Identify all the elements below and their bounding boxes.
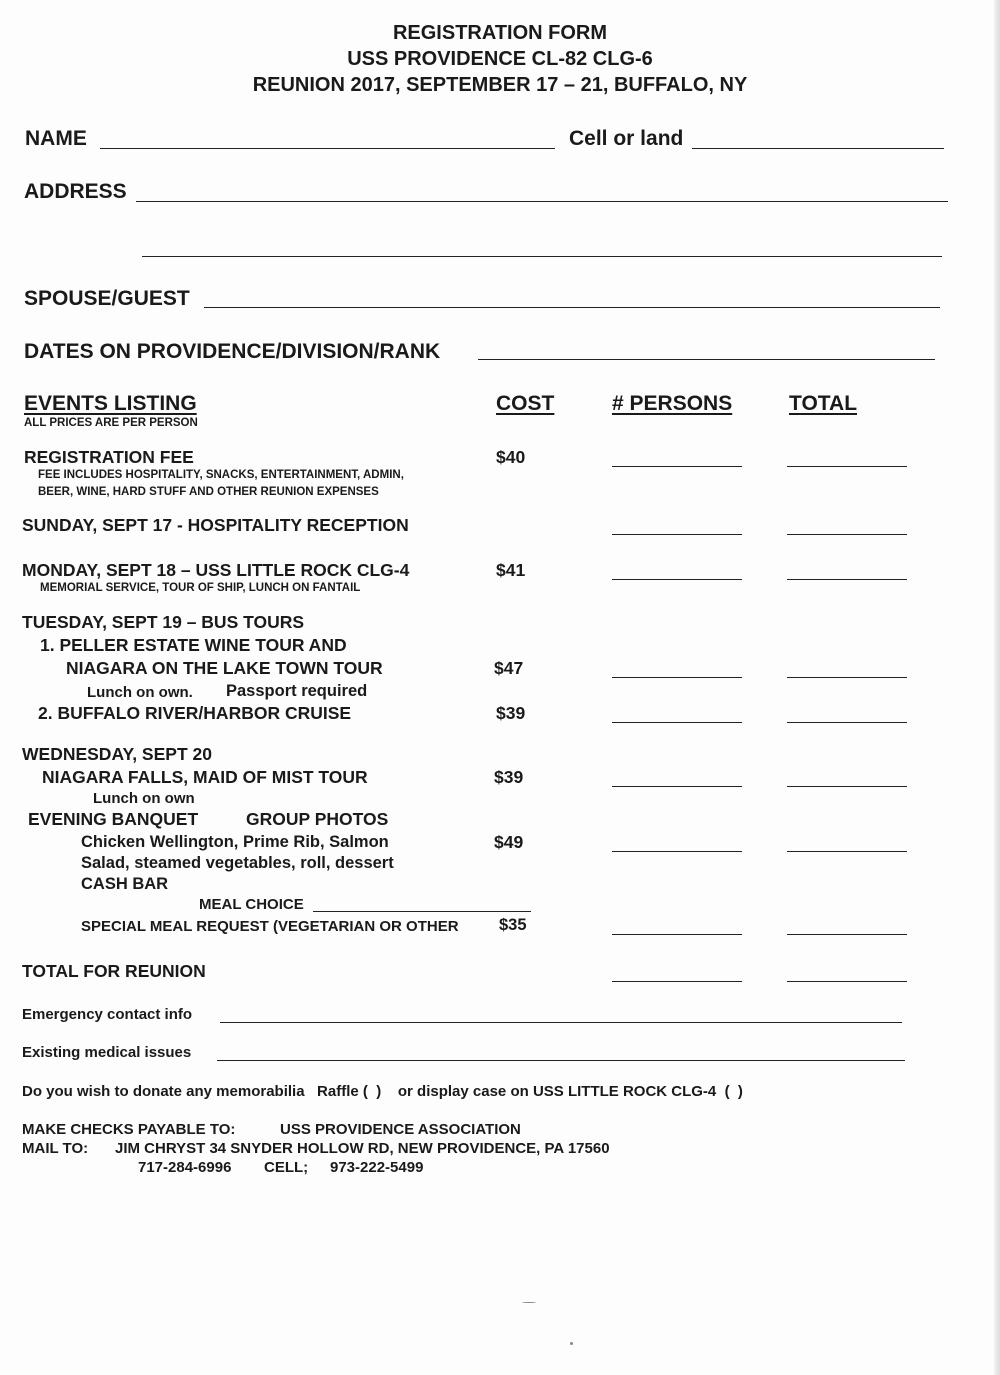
banquet-persons-field[interactable]: [612, 851, 742, 852]
prices-note: ALL PRICES ARE PER PERSON: [24, 417, 198, 429]
contact-phone: 717-284-6996: [138, 1159, 232, 1176]
monday-event-title: MONDAY, SEPT 18 – USS LITTLE ROCK CLG-4: [22, 560, 410, 580]
special-meal-request-label: SPECIAL MEAL REQUEST (VEGETARIAN OR OTHER: [81, 918, 459, 935]
events-listing-header: EVENTS LISTING: [24, 392, 197, 415]
emergency-contact-label: Emergency contact info: [22, 1006, 193, 1023]
registration-persons-field[interactable]: [612, 466, 742, 467]
memorabilia-donation-question: Do you wish to donate any memorabilia Raffle ( ) or display case on USS LITTLE ROCK CLG-4 ( ): [22, 1083, 743, 1100]
monday-event-cost: $41: [496, 560, 526, 580]
checks-payable-value: USS PROVIDENCE ASSOCIATION: [280, 1121, 521, 1138]
group-photos-title: GROUP PHOTOS: [246, 809, 389, 829]
total-for-reunion-label: TOTAL FOR REUNION: [22, 961, 206, 981]
registration-fee-title: REGISTRATION FEE: [24, 447, 194, 467]
monday-persons-field[interactable]: [612, 579, 742, 580]
sunday-total-field[interactable]: [787, 534, 907, 535]
address-label: ADDRESS: [24, 180, 127, 203]
dates-division-rank-label: DATES ON PROVIDENCE/DIVISION/RANK: [24, 340, 441, 363]
reunion-date-location: REUNION 2017, SEPTEMBER 17 – 21, BUFFALO, NY: [252, 74, 748, 96]
tour1-lunch-note: Lunch on own.: [87, 684, 193, 701]
sunday-persons-field[interactable]: [612, 534, 742, 535]
checks-payable-label: MAKE CHECKS PAYABLE TO:: [22, 1121, 236, 1138]
niagara-tour-title: NIAGARA FALLS, MAID OF MIST TOUR: [42, 767, 368, 787]
monday-event-note: MEMORIAL SERVICE, TOUR OF SHIP, LUNCH ON FANTAIL: [40, 582, 361, 594]
emergency-contact-field[interactable]: [220, 1022, 902, 1023]
spouse-guest-field[interactable]: [204, 307, 940, 308]
form-title: REGISTRATION FORM: [392, 22, 608, 44]
name-field[interactable]: [100, 148, 555, 149]
scan-speck: [570, 1342, 573, 1345]
special-meal-total-field[interactable]: [787, 934, 907, 935]
meal-choice-field[interactable]: [313, 911, 531, 912]
niagara-persons-field[interactable]: [612, 786, 742, 787]
wednesday-event-title: WEDNESDAY, SEPT 20: [22, 744, 212, 764]
cost-column-header: COST: [496, 392, 555, 415]
registration-fee-note-1: FEE INCLUDES HOSPITALITY, SNACKS, ENTERTAINMENT, ADMIN,: [38, 469, 404, 481]
name-label: NAME: [25, 127, 87, 150]
total-column-header: TOTAL: [789, 392, 858, 415]
cash-bar-note: CASH BAR: [81, 875, 169, 893]
medical-issues-field[interactable]: [217, 1060, 905, 1061]
total-amount-field[interactable]: [787, 981, 907, 982]
tour1-line1: 1. PELLER ESTATE WINE TOUR AND: [40, 635, 347, 655]
special-meal-cost: $35: [499, 916, 527, 934]
page-edge-shadow: [994, 0, 1000, 1375]
cell-phone-value: 973-222-5499: [330, 1159, 424, 1176]
tour1-cost: $47: [494, 658, 524, 678]
banquet-total-field[interactable]: [787, 851, 907, 852]
banquet-menu-line2: Salad, steamed vegetables, roll, dessert: [81, 854, 394, 872]
mail-to-address: JIM CHRYST 34 SNYDER HOLLOW RD, NEW PROVIDENCE, PA 17560: [115, 1140, 610, 1157]
address-field-line2[interactable]: [142, 256, 942, 257]
tour1-total-field[interactable]: [787, 677, 907, 678]
tour1-line2: NIAGARA ON THE LAKE TOWN TOUR: [66, 658, 383, 678]
tuesday-event-title: TUESDAY, SEPT 19 – BUS TOURS: [22, 612, 305, 632]
cell-label: Cell or land: [569, 127, 684, 150]
banquet-cost: $49: [494, 832, 524, 852]
monday-total-field[interactable]: [787, 579, 907, 580]
special-meal-persons-field[interactable]: [612, 934, 742, 935]
tour2-title: 2. BUFFALO RIVER/HARBOR CRUISE: [38, 703, 352, 723]
registration-fee-note-2: BEER, WINE, HARD STUFF AND OTHER REUNION EXPENSES: [38, 486, 379, 498]
tour2-persons-field[interactable]: [612, 722, 742, 723]
cell-field[interactable]: [692, 148, 944, 149]
niagara-tour-cost: $39: [494, 767, 524, 787]
total-persons-field[interactable]: [612, 981, 742, 982]
evening-banquet-title: EVENING BANQUET: [28, 809, 199, 829]
dates-division-rank-field[interactable]: [478, 359, 935, 360]
tour2-total-field[interactable]: [787, 722, 907, 723]
tour1-passport-note: Passport required: [226, 682, 368, 700]
registration-fee-cost: $40: [496, 447, 526, 467]
sunday-event-title: SUNDAY, SEPT 17 - HOSPITALITY RECEPTION: [22, 515, 409, 535]
ship-name: USS PROVIDENCE CL-82 CLG-6: [347, 48, 653, 70]
niagara-total-field[interactable]: [787, 786, 907, 787]
meal-choice-label: MEAL CHOICE: [199, 896, 304, 913]
cell-phone-label: CELL;: [264, 1159, 309, 1176]
scan-speck: [522, 1302, 536, 1303]
tour2-cost: $39: [496, 703, 526, 723]
persons-column-header: # PERSONS: [612, 392, 733, 415]
niagara-lunch-note: Lunch on own: [93, 790, 195, 807]
medical-issues-label: Existing medical issues: [22, 1044, 192, 1061]
tour1-persons-field[interactable]: [612, 677, 742, 678]
spouse-guest-label: SPOUSE/GUEST: [24, 287, 190, 310]
banquet-menu-line1: Chicken Wellington, Prime Rib, Salmon: [81, 833, 389, 851]
registration-total-field[interactable]: [787, 466, 907, 467]
mail-to-label: MAIL TO:: [22, 1140, 89, 1157]
address-field-line1[interactable]: [136, 201, 948, 202]
